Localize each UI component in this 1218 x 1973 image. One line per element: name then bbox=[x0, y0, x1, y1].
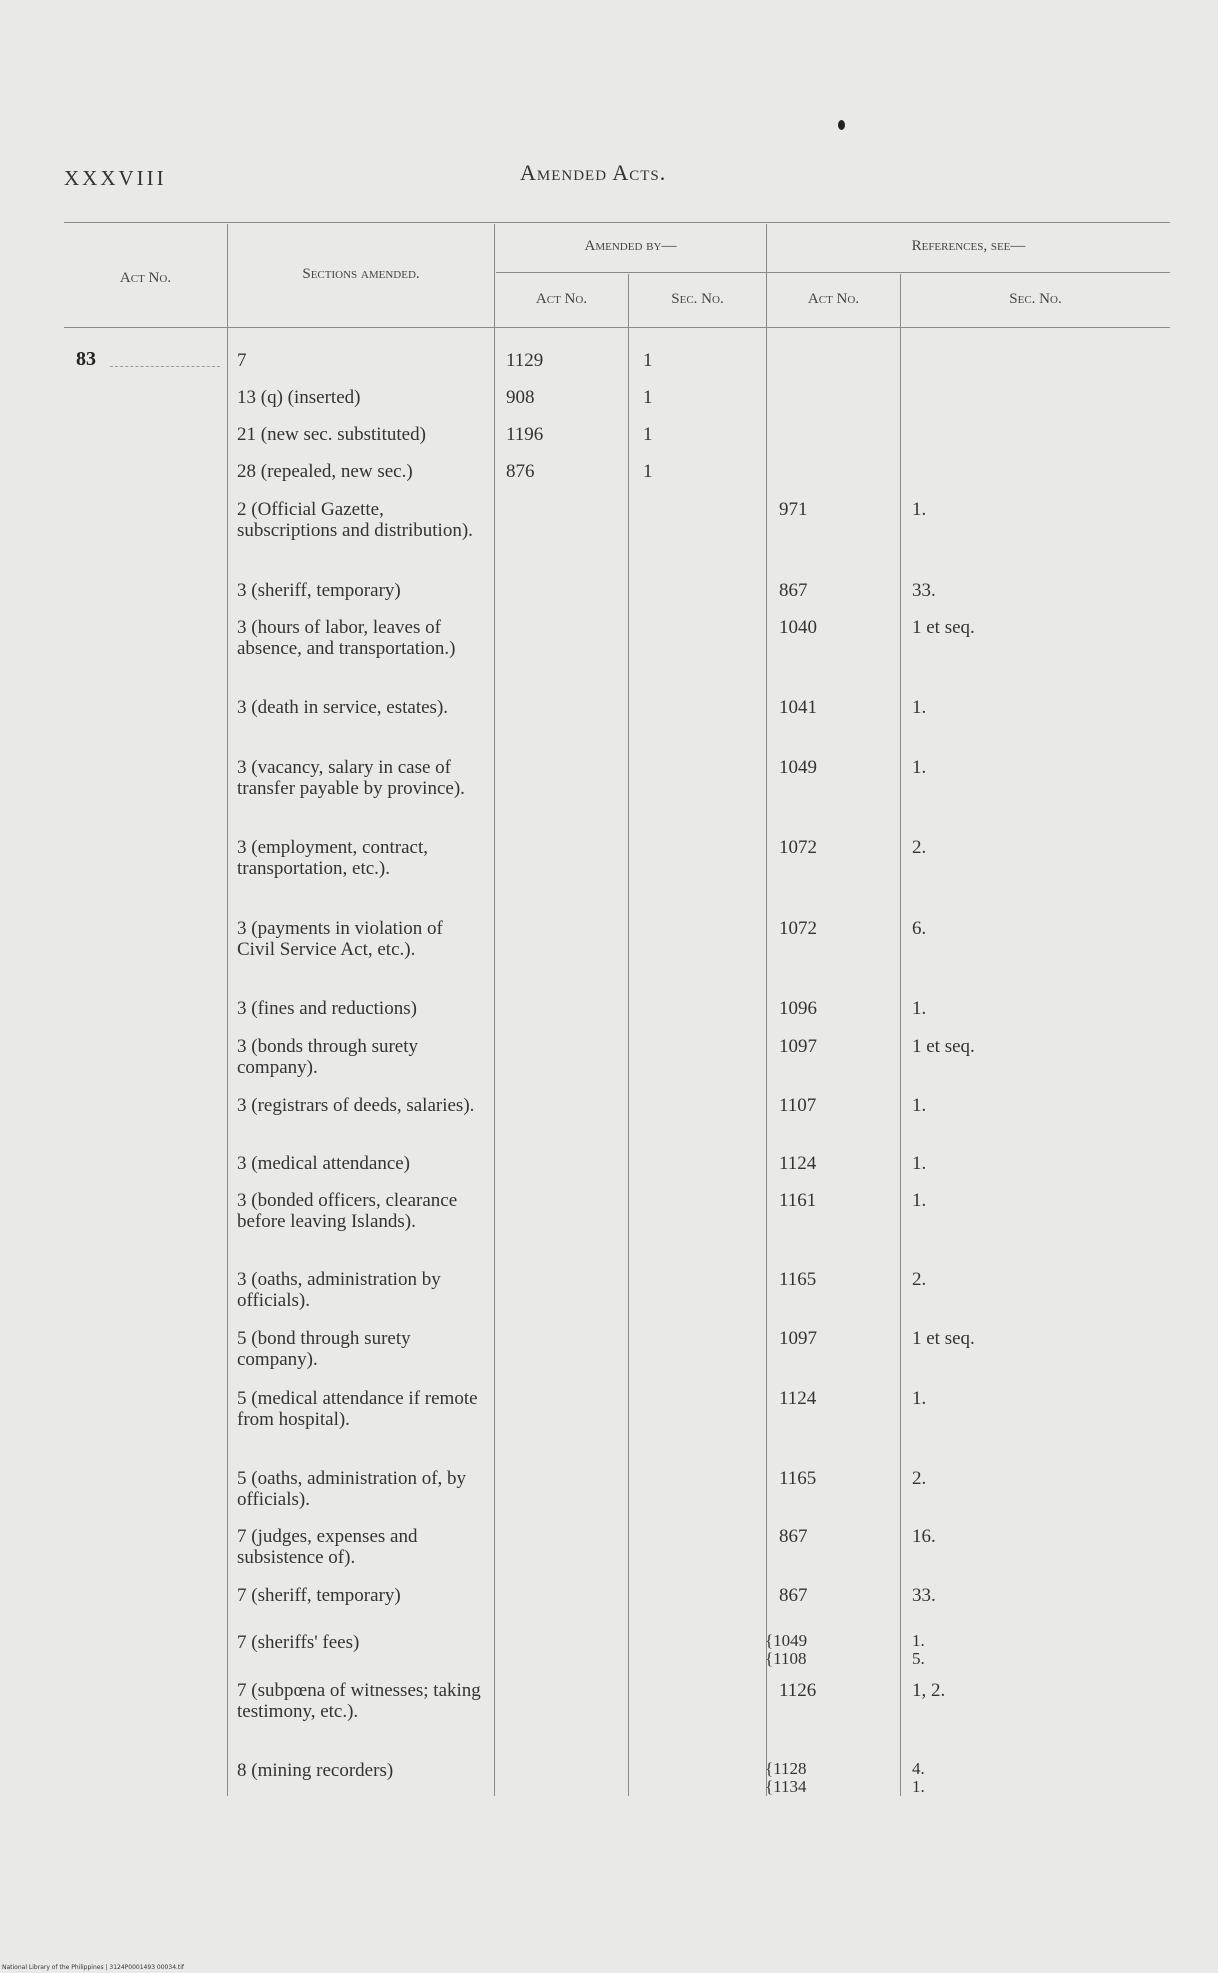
section-amended: 3 (registrars of deeds, salaries). bbox=[237, 1095, 475, 1116]
reference-act-no: 971 bbox=[779, 499, 808, 520]
reference-sec-no: 33. bbox=[912, 1585, 936, 1606]
reference-act-no: 1124 bbox=[779, 1388, 817, 1409]
section-amended: 3 (fines and reductions) bbox=[237, 998, 417, 1019]
reference-act-no: 1126 bbox=[779, 1680, 817, 1701]
reference-act-no: {1128 {1134 bbox=[765, 1759, 807, 1796]
col-divider-2 bbox=[494, 224, 495, 1796]
section-amended: 13 (q) (inserted) bbox=[237, 387, 361, 408]
amended-sec-no: 1 bbox=[643, 350, 653, 371]
section-amended: 3 (oaths, administration by officials). bbox=[237, 1269, 441, 1311]
col-divider-4 bbox=[766, 224, 767, 1796]
reference-sec-no: 33. bbox=[912, 580, 936, 601]
subheader-rule bbox=[496, 272, 1170, 273]
reference-sec-no: 1. bbox=[912, 499, 927, 520]
reference-sec-no: 6. bbox=[912, 918, 927, 939]
section-amended: 3 (payments in violation of Civil Service Act, etc.). bbox=[237, 918, 443, 960]
section-amended: 2 (Official Gazette, subscriptions and distribution). bbox=[237, 499, 473, 541]
header-bottom-rule bbox=[64, 327, 1170, 328]
act-leader bbox=[110, 366, 220, 367]
reference-act-no: 1097 bbox=[779, 1328, 817, 1349]
amended-act-no: 908 bbox=[506, 387, 535, 408]
section-amended: 3 (death in service, estates). bbox=[237, 697, 449, 718]
reference-act-no: 1165 bbox=[779, 1468, 817, 1489]
section-amended: 3 (bonds through surety company). bbox=[237, 1036, 419, 1078]
col-divider-3 bbox=[628, 274, 629, 1796]
reference-sec-no: 1. bbox=[912, 1095, 927, 1116]
reference-sec-no: 1. bbox=[912, 1153, 927, 1174]
section-amended: 5 (medical attendance if remote from hospital). bbox=[237, 1388, 478, 1430]
reference-sec-no: 1. bbox=[912, 1190, 927, 1211]
reference-act-no: 1049 bbox=[779, 757, 817, 778]
reference-sec-no: 1, 2. bbox=[912, 1680, 946, 1701]
reference-act-no: 1165 bbox=[779, 1269, 817, 1290]
amended-act-no: 876 bbox=[506, 461, 535, 482]
section-amended: 3 (medical attendance) bbox=[237, 1153, 411, 1174]
reference-sec-no: 2. bbox=[912, 1269, 927, 1290]
header-act-no: Act No. bbox=[119, 270, 172, 286]
ink-spot bbox=[838, 120, 845, 130]
header-amended-act-no: Act No. bbox=[535, 291, 588, 307]
amended-act-no: 1129 bbox=[506, 350, 544, 371]
reference-act-no: 1107 bbox=[779, 1095, 817, 1116]
reference-sec-no: 2. bbox=[912, 837, 927, 858]
act-number: 83 bbox=[76, 348, 96, 370]
section-amended: 7 (sheriff, temporary) bbox=[237, 1585, 401, 1606]
reference-act-no: 1072 bbox=[779, 837, 817, 858]
header-amended-sec-no: Sec. No. bbox=[671, 291, 724, 307]
reference-act-no: 1096 bbox=[779, 998, 817, 1019]
reference-sec-no: 16. bbox=[912, 1526, 936, 1547]
section-amended: 3 (bonded officers, clearance before leaving Islands). bbox=[237, 1190, 458, 1232]
section-amended: 5 (oaths, administration of, by officials). bbox=[237, 1468, 467, 1510]
amended-sec-no: 1 bbox=[643, 387, 653, 408]
header-ref-act-no: Act No. bbox=[807, 291, 860, 307]
reference-sec-no: 1. bbox=[912, 697, 927, 718]
reference-sec-no: 1. bbox=[912, 757, 927, 778]
reference-sec-no: 1. 5. bbox=[912, 1631, 925, 1668]
amended-sec-no: 1 bbox=[643, 424, 653, 445]
section-amended: 3 (sheriff, temporary) bbox=[237, 580, 401, 601]
page-number: XXXVIII bbox=[64, 166, 167, 190]
section-amended: 3 (hours of labor, leaves of absence, and transportation.) bbox=[237, 617, 456, 659]
reference-sec-no: 2. bbox=[912, 1468, 927, 1489]
reference-sec-no: 1. bbox=[912, 998, 927, 1019]
page-title: Amended Acts. bbox=[520, 160, 667, 185]
section-amended: 3 (employment, contract, transportation, etc.). bbox=[237, 837, 428, 879]
reference-sec-no: 1 et seq. bbox=[912, 617, 975, 638]
reference-act-no: 1072 bbox=[779, 918, 817, 939]
section-amended: 3 (vacancy, salary in case of transfer payable by province). bbox=[237, 757, 465, 799]
section-amended: 21 (new sec. substituted) bbox=[237, 424, 426, 445]
section-amended: 28 (repealed, new sec.) bbox=[237, 461, 413, 482]
col-divider-1 bbox=[227, 224, 228, 1796]
reference-act-no: 867 bbox=[779, 1526, 808, 1547]
header-references-see: References, see— bbox=[911, 238, 1026, 254]
reference-act-no: 1124 bbox=[779, 1153, 817, 1174]
reference-act-no: 867 bbox=[779, 580, 808, 601]
header-sections-amended: Sections amended. bbox=[302, 266, 420, 282]
footer-credit: National Library of the Philippines | 3124P0001493 00034.tif bbox=[2, 1964, 185, 1971]
reference-act-no: 1097 bbox=[779, 1036, 817, 1057]
reference-act-no: 1041 bbox=[779, 697, 817, 718]
section-amended: 7 (judges, expenses and subsistence of). bbox=[237, 1526, 418, 1568]
reference-sec-no: 1. bbox=[912, 1388, 927, 1409]
amended-act-no: 1196 bbox=[506, 424, 544, 445]
reference-act-no: 867 bbox=[779, 1585, 808, 1606]
reference-act-no: {1049 {1108 bbox=[765, 1631, 808, 1668]
reference-sec-no: 1 et seq. bbox=[912, 1328, 975, 1349]
amended-sec-no: 1 bbox=[643, 461, 653, 482]
reference-act-no: 1161 bbox=[779, 1190, 817, 1211]
reference-sec-no: 4. 1. bbox=[912, 1759, 925, 1796]
section-amended: 7 (subpœna of witnesses; taking testimony, etc.). bbox=[237, 1680, 481, 1722]
section-amended: 7 bbox=[237, 350, 247, 371]
header-ref-sec-no: Sec. No. bbox=[1009, 291, 1062, 307]
top-rule bbox=[64, 222, 1170, 223]
reference-act-no: 1040 bbox=[779, 617, 817, 638]
section-amended: 7 (sheriffs' fees) bbox=[237, 1632, 360, 1653]
reference-sec-no: 1 et seq. bbox=[912, 1036, 975, 1057]
header-amended-by: Amended by— bbox=[584, 238, 677, 254]
section-amended: 8 (mining recorders) bbox=[237, 1760, 394, 1781]
section-amended: 5 (bond through surety company). bbox=[237, 1328, 411, 1370]
col-divider-5 bbox=[900, 274, 901, 1796]
